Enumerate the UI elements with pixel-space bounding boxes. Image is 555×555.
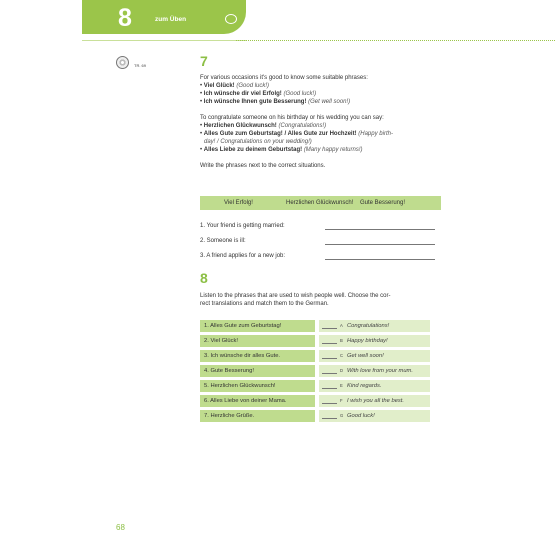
exercise-8-instruction-line2: rect translations and match them to the German. <box>200 301 329 307</box>
header-divider-left <box>82 40 246 41</box>
translation-row <box>319 380 430 392</box>
translation-text: Get well soon! <box>347 353 384 359</box>
translation-text: Happy birthday! <box>347 338 388 344</box>
phrase-item: • Viel Glück! (Good luck!) <box>200 83 270 89</box>
situation-2: 2. Someone is ill: <box>200 238 246 244</box>
congrats-item: • Alles Liebe zu deinem Geburtstag! (Many happy returns!) <box>200 147 363 153</box>
translation-row <box>319 335 430 347</box>
exercise-8-number: 8 <box>200 270 208 286</box>
translation-text: Congratulations! <box>347 323 390 329</box>
congrats-item-continued: day! / Congratulations on your wedding!) <box>204 139 312 145</box>
congrats-intro: To congratulate someone on his birthday or his wedding you can say: <box>200 115 384 121</box>
answer-line-3[interactable] <box>325 259 435 260</box>
phrase-bank-item: Herzlichen Glückwunsch! <box>286 200 354 206</box>
translation-row <box>319 365 430 377</box>
german-phrase: 3. Ich wünsche dir alles Gute. <box>200 350 315 362</box>
exercise-7-intro: For various occasions it's good to know some suitable phrases: <box>200 75 368 81</box>
congrats-item: • Herzlichen Glückwunsch! (Congratulations!) <box>200 123 327 129</box>
german-phrase: 2. Viel Glück! <box>200 335 315 347</box>
translation-row <box>319 320 430 332</box>
german-phrase: 6. Alles Liebe von deiner Mama. <box>200 395 315 407</box>
translation-row <box>319 395 430 407</box>
audio-cd-icon[interactable] <box>116 56 129 69</box>
translation-row <box>319 410 430 422</box>
congrats-item: • Alles Gute zum Geburtstag! / Alles Gute zur Hochzeit! (Happy birth- <box>200 131 393 137</box>
translation-letter: G <box>340 413 344 418</box>
translation-text: With love from your mum. <box>347 368 413 374</box>
phrase-bank-item: Gute Besserung! <box>360 200 406 206</box>
phrase-bank-item: Viel Erfolg! <box>224 200 253 206</box>
chapter-title: zum Üben <box>155 16 187 23</box>
situation-1: 1. Your friend is getting married: <box>200 223 285 229</box>
german-phrase: 7. Herzliche Grüße. <box>200 410 315 422</box>
translation-text: Kind regards. <box>347 383 382 389</box>
german-phrase: 4. Gute Besserung! <box>200 365 315 377</box>
translation-letter: B <box>340 338 343 343</box>
translation-letter: A <box>340 323 343 328</box>
translation-letter: F <box>340 398 343 403</box>
german-phrase: 1. Alles Gute zum Geburtstag! <box>200 320 315 332</box>
exercise-8-instruction-line1: Listen to the phrases that are used to wish people well. Choose the cor- <box>200 293 391 299</box>
answer-line-1[interactable] <box>325 229 435 230</box>
german-phrase: 5. Herzlichen Glückwunsch! <box>200 380 315 392</box>
translation-letter: E <box>340 383 343 388</box>
exercise-7-instruction: Write the phrases next to the correct situations. <box>200 163 326 169</box>
header-divider <box>236 40 555 41</box>
phrase-bank <box>200 196 441 210</box>
page-header <box>0 0 555 45</box>
exercise-7-number: 7 <box>200 53 208 69</box>
phrase-item: • Ich wünsche dir viel Erfolg! (Good luck!) <box>200 91 317 97</box>
situation-3: 3. A friend applies for a new job: <box>200 253 286 259</box>
chapter-number: 8 <box>118 4 132 32</box>
translation-text: Good luck! <box>347 413 375 419</box>
translation-letter: C <box>340 353 344 358</box>
answer-line-2[interactable] <box>325 244 435 245</box>
tab-circle-icon <box>225 14 237 24</box>
audio-track-label: TR. 69 <box>134 63 147 68</box>
translation-text: I wish you all the best. <box>347 398 405 404</box>
phrase-item: • Ich wünsche Ihnen gute Besserung! (Get well soon!) <box>200 99 351 105</box>
translation-letter: D <box>340 368 344 373</box>
translation-row <box>319 350 430 362</box>
page-number: 68 <box>116 523 125 532</box>
